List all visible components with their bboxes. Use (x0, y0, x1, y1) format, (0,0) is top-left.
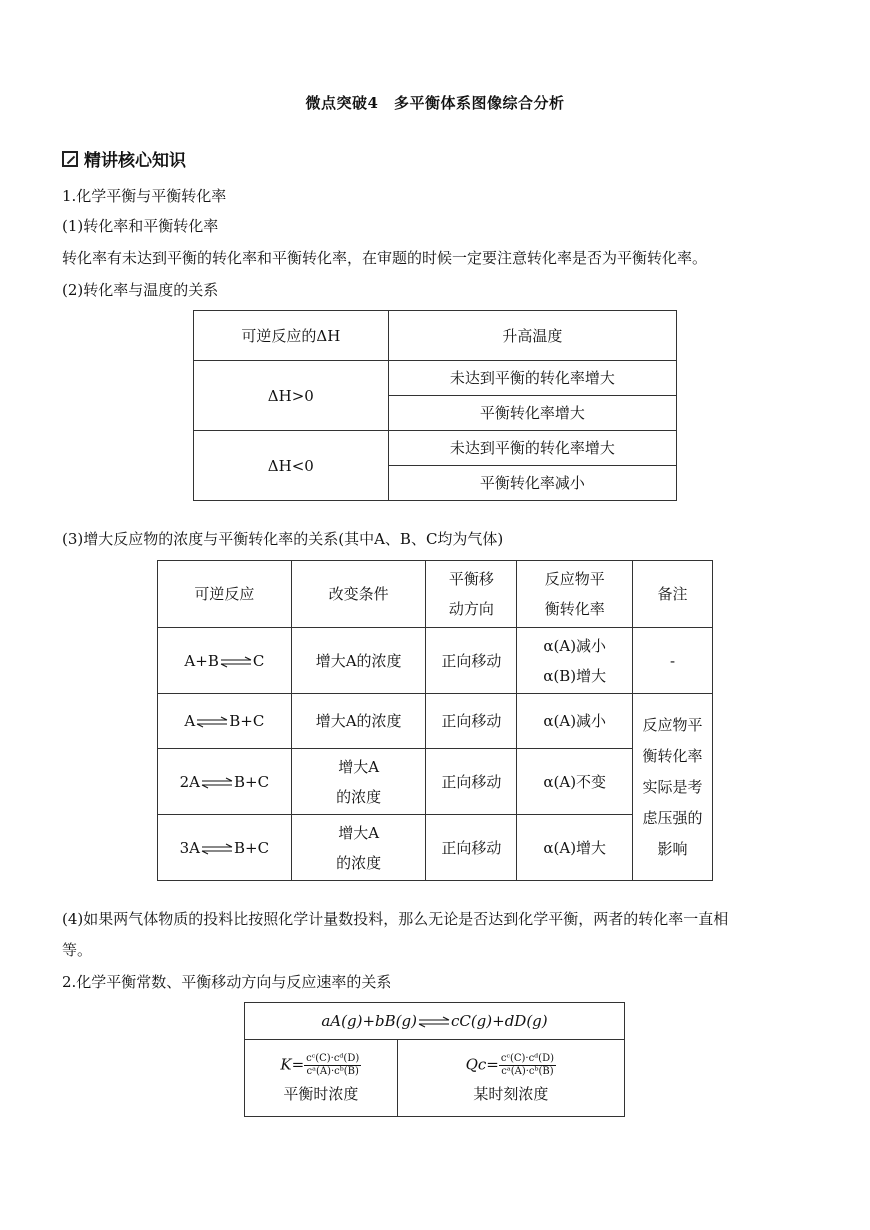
paragraph-2: (1)转化率和平衡转化率 (62, 217, 219, 235)
q-label: Qc= (465, 1055, 499, 1073)
table2-row4-reaction (158, 815, 292, 881)
table2-header-condition: 改变条件 (291, 561, 426, 628)
k-fraction (304, 1053, 361, 1078)
condition-line2: 的浓度 (336, 787, 382, 806)
k-formula (245, 1053, 397, 1078)
table1-row1-b: 平衡转化率增大 (388, 396, 676, 431)
paragraph-6a: (4)如果两气体物质的投料比按照化学计量数投料，那么无论是否达到化学平衡，两者的转化率一直相 (62, 910, 729, 928)
note-line: 实际是考 (642, 777, 703, 796)
table2-header-conversion (517, 561, 633, 628)
paragraph-3: 转化率有未达到平衡的转化率和平衡转化率，在审题的时候一定要注意转化率是否为平衡转化率。 (62, 249, 708, 267)
reaction-right: cC(g)+dD(g) (450, 1012, 548, 1030)
table3-reaction (245, 1003, 625, 1040)
reaction-right: B+C (234, 772, 270, 791)
paragraph-7: 2.化学平衡常数、平衡移动方向与反应速率的关系 (62, 973, 392, 991)
equilibrium-arrow-icon (417, 1016, 451, 1028)
table1-row2-b: 平衡转化率减小 (388, 466, 676, 501)
table3-k-cell (245, 1040, 398, 1117)
note-line: 反应物平 (642, 715, 703, 734)
table1-row1-a: 未达到平衡的转化率增大 (388, 361, 676, 396)
equilibrium-arrow-icon (219, 656, 253, 668)
section-label: 精讲核心知识 (84, 151, 186, 171)
equilibrium-arrow-icon (195, 716, 229, 728)
table2-row1-direction: 正向移动 (426, 628, 517, 694)
table1-row2-a: 未达到平衡的转化率增大 (388, 431, 676, 466)
table2-row3-conversion: α(A)不变 (517, 749, 633, 815)
q-fraction (499, 1053, 556, 1078)
note-line: 衡转化率 (642, 746, 703, 765)
table2-row2-direction: 正向移动 (426, 694, 517, 749)
table2-row3-reaction (158, 749, 292, 815)
table2-row2-conversion: α(A)减小 (517, 694, 633, 749)
reaction-right: C (252, 651, 265, 670)
condition-line1: 增大A (338, 757, 380, 776)
table2-header-direction (426, 561, 517, 628)
header-direction-line1: 平衡移 (448, 570, 494, 588)
paragraph-5: (3)增大反应物的浓度与平衡转化率的关系(其中A、B、C均为气体) (62, 530, 504, 548)
note-line: 虑压强的 (642, 808, 703, 827)
note-line: 影响 (657, 839, 688, 858)
q-denominator: cᵃ(A)·cᵇ(B) (501, 1065, 554, 1077)
temperature-table (193, 310, 677, 501)
k-numerator: cᶜ(C)·cᵈ(D) (306, 1052, 360, 1064)
reaction-left: A+B (184, 651, 219, 670)
q-caption: 某时刻浓度 (473, 1084, 549, 1103)
k-caption: 平衡时浓度 (283, 1084, 359, 1103)
equilibrium-arrow-icon (200, 843, 234, 855)
condition-line1: 增大A (338, 823, 380, 842)
table2-row1-note: - (633, 628, 713, 694)
table2-row4-conversion: α(A)增大 (517, 815, 633, 881)
table2-row4-direction: 正向移动 (426, 815, 517, 881)
q-numerator: cᶜ(C)·cᵈ(D) (500, 1052, 555, 1064)
table2-row4-condition (291, 815, 426, 881)
table2-row3-direction: 正向移动 (426, 749, 517, 815)
reaction-right: B+C (234, 838, 270, 857)
k-label: K= (280, 1055, 305, 1073)
equilibrium-constant-table (244, 1002, 625, 1117)
reaction-right: B+C (229, 712, 265, 730)
header-conversion-line1: 反应物平 (544, 570, 605, 588)
paragraph-4: (2)转化率与温度的关系 (62, 281, 219, 299)
equilibrium-arrow-icon (200, 777, 234, 789)
table3-q-cell (397, 1040, 624, 1117)
pencil-square-icon (62, 151, 78, 167)
table1-row2-label: ΔH<0 (194, 431, 389, 501)
table2-header-reaction: 可逆反应 (158, 561, 292, 628)
table2-row1-condition: 增大A的浓度 (291, 628, 426, 694)
reaction-left: aA(g)+bB(g) (321, 1012, 417, 1030)
q-formula (398, 1053, 624, 1078)
section-heading (62, 146, 186, 171)
reaction-left: 3A (179, 838, 201, 857)
reaction-left: 2A (179, 772, 201, 791)
table2-row1-conversion (517, 628, 633, 694)
table2-merged-note (633, 694, 713, 881)
conversion-a: α(A)减小 (543, 636, 607, 655)
table2-row2-condition: 增大A的浓度 (291, 694, 426, 749)
table2-row2-reaction (158, 694, 292, 749)
table1-header-dh: 可逆反应的ΔH (194, 311, 389, 361)
table1-header-temp: 升高温度 (388, 311, 676, 361)
table1-row1-label: ΔH>0 (194, 361, 389, 431)
condition-line2: 的浓度 (336, 853, 382, 872)
paragraph-1: 1.化学平衡与平衡转化率 (62, 187, 227, 205)
table2-header-note: 备注 (633, 561, 713, 628)
table2-row3-condition (291, 749, 426, 815)
concentration-table (157, 560, 713, 881)
table2-row1-reaction (158, 628, 292, 694)
paragraph-6b: 等。 (62, 941, 93, 959)
header-conversion-line2: 衡转化率 (544, 600, 605, 618)
conversion-b: α(B)增大 (543, 666, 607, 685)
k-denominator: cᵃ(A)·cᵇ(B) (306, 1065, 359, 1077)
page-title: 微点突破4 多平衡体系图像综合分析 (305, 94, 565, 112)
header-direction-line2: 动方向 (448, 600, 494, 618)
reaction-left: A (184, 712, 196, 730)
